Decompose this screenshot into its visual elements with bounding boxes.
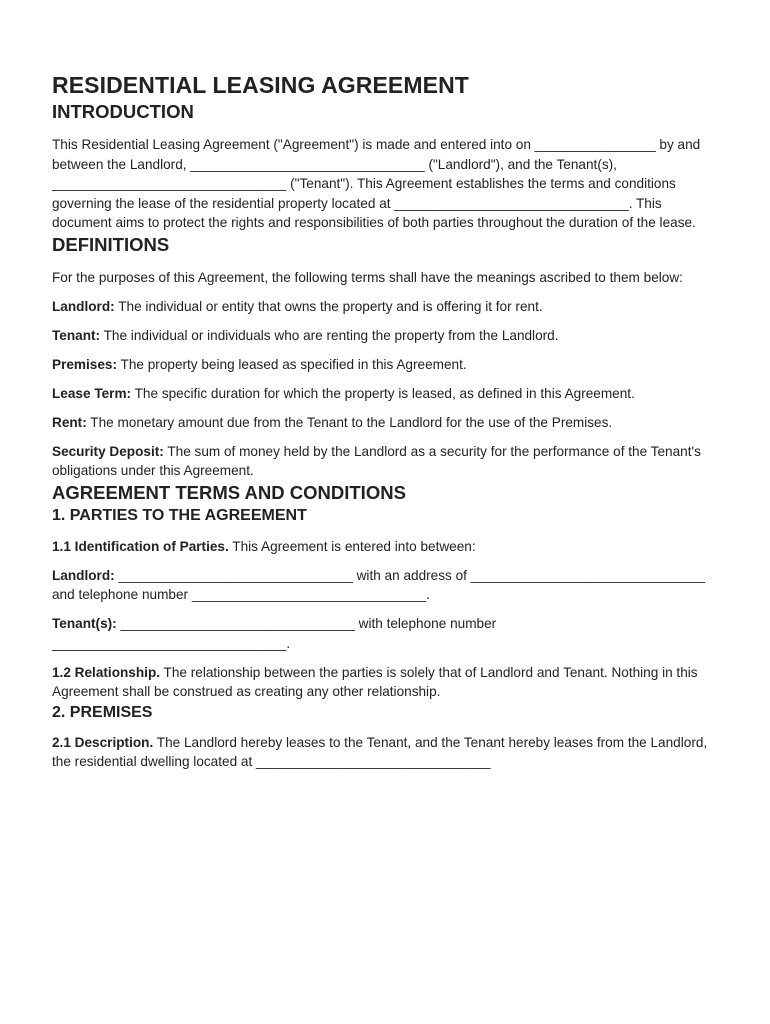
definition-text: The specific duration for which the property is leased, as defined in this Agreement.: [131, 385, 635, 401]
definition-tenant: [52, 326, 722, 346]
definition-premises: [52, 355, 722, 375]
tenant-label: Tenant(s):: [52, 616, 117, 631]
definition-text: The sum of money held by the Landlord as a security for the performance of the Tenant's obligations under this Agreement.: [52, 443, 701, 478]
document-body: [52, 70, 722, 772]
definition-text: The individual or individuals who are renting the property from the Landlord.: [100, 327, 559, 343]
identification-of-parties: [52, 537, 722, 557]
landlord-blanks: _______________________________ with an address of _______________________________ and telephone number _______________________________.: [52, 567, 706, 602]
definition-security-deposit: [52, 442, 722, 481]
definitions-intro: For the purposes of this Agreement, the following terms shall have the meanings ascribed to them below:: [52, 269, 683, 285]
introduction-paragraph: This Residential Leasing Agreement ("Agreement") is made and entered into on ________________ by and between the Landlord, _______________________________ ("Landlord"), and the Tenant(s), _______________________________ ("Tenant"). This Agreement establishes the terms and conditions governing the lease of the residential property located at _______________________________. This document aims to protect the rights and responsibilities of both parties throughout the duration of the lease.: [52, 137, 701, 230]
definition-text: The individual or entity that owns the property and is offering it for rent.: [114, 298, 543, 314]
tenant-blanks: _______________________________ with telephone number _______________________________.: [52, 616, 497, 651]
definition-rent: [52, 413, 722, 433]
clause-label: 2.1 Description.: [52, 734, 154, 750]
clause-text: This Agreement is entered into between:: [228, 538, 476, 554]
relationship-clause: [52, 663, 722, 702]
definition-term: Tenant:: [52, 327, 101, 343]
premises-description: [52, 733, 722, 772]
terms-heading: AGREEMENT TERMS AND CONDITIONS: [52, 481, 406, 503]
definition-term: Premises:: [52, 356, 117, 372]
tenant-details: [52, 614, 722, 653]
clause-text: The Landlord hereby leases to the Tenant, and the Tenant hereby leases from the Landlord, the residential dwelling located at _______________________________: [52, 734, 708, 769]
landlord-details: [52, 566, 722, 605]
definition-term: Rent:: [52, 414, 87, 430]
definition-lease-term: [52, 384, 722, 404]
premises-heading: 2. PREMISES: [52, 703, 153, 721]
document-title: RESIDENTIAL LEASING AGREEMENT: [52, 72, 469, 98]
definition-term: Lease Term:: [52, 385, 132, 401]
definitions-heading: DEFINITIONS: [52, 233, 170, 255]
definition-term: Landlord:: [52, 298, 115, 314]
clause-label: 1.1 Identification of Parties.: [52, 538, 229, 554]
parties-heading: 1. PARTIES TO THE AGREEMENT: [52, 506, 307, 524]
landlord-label: Landlord:: [52, 567, 115, 583]
clause-label: 1.2 Relationship.: [52, 664, 161, 680]
introduction-heading: INTRODUCTION: [52, 101, 194, 122]
definition-text: The monetary amount due from the Tenant to the Landlord for the use of the Premises.: [86, 414, 613, 430]
definition-term: Security Deposit:: [52, 443, 164, 459]
definition-landlord: [52, 297, 722, 317]
clause-text: The relationship between the parties is solely that of Landlord and Tenant. Nothing in this Agreement shall be construed as creating any other relationship.: [52, 664, 698, 699]
definition-text: The property being leased as specified in this Agreement.: [117, 356, 467, 372]
